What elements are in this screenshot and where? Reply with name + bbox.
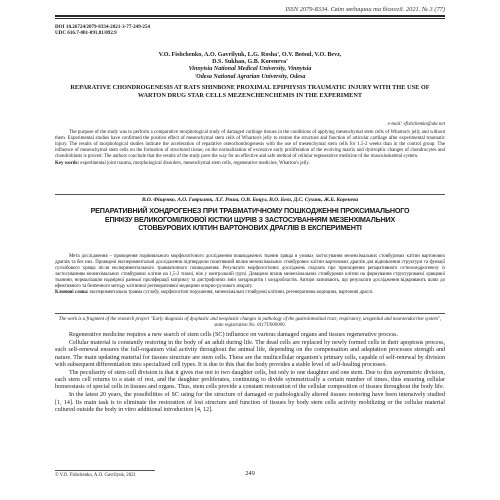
udc: UDC 616.7-001-091.81/092.9 xyxy=(55,30,117,37)
journal-header: ISSN 2079-8334. Світ медицини та біології. 2021. № 3 (77) xyxy=(285,6,445,13)
section-divider-2 xyxy=(55,313,445,314)
keywords-uk-text: експериментальна травма суглобу, морфологічні порушення, мезенхімальні стовбурові клітини, регенеративна медицина, вартонові драглі. xyxy=(89,290,374,296)
article-title-en: REPARATIVE CHONDROGENESIS AT RATS SHINBONE PROXIMAL EPIPHYSIS TRAUMATIC INJURY WITH THE USE OF WARTON DRUG STAR CELLS MEZENCHENCHEMIS IN THE EXPERIMENT xyxy=(70,84,430,99)
body-paragraph: Cellular material is constantly restoring in the body of an adult during life. The dead cells are replaced by newly formed cells in their apoptosis process, such self-renewal ensures the full-organism vital activity throughout the animal life, depending on the compensation and adaptation processes strength and nature. The main updating material for tissues structure are stem cells. These are the multicellular organism's primary cells, capable of self-renewal by division with subsequent differentiation into specialized cell types. It is due to this that the body provides a stable level of self-healing processes. xyxy=(55,339,445,368)
page-number: 249 xyxy=(245,470,255,477)
header-rule xyxy=(55,15,445,17)
article-meta xyxy=(55,24,150,37)
body-paragraph: In the latest 20 years, the possibilities of SC using for the structure of damaged or pathologically altered tissues restoring have been intensively studied [1, 14]. Its main task is to eliminate the restoration of lost structure and function of tissues by body stem cells activity mobilizing or the cellular material cultured outside the body in vitro additional introduction [4, 12]. xyxy=(55,392,445,413)
affiliation-1: Vinnytsia National Medical University, Vinnytsia xyxy=(188,66,312,73)
author-email[interactable]: e-mail: vfishchenko@ukr.net xyxy=(387,122,445,127)
authors-en xyxy=(0,52,500,81)
body-paragraph: Regenerative medicine requires a new search of stem cells (SC) influence on various damaged organs and tissues regenerative process. xyxy=(69,332,398,338)
keywords-en xyxy=(55,161,445,167)
section-divider xyxy=(55,194,445,195)
keywords-uk-label: Ключові слова: xyxy=(55,290,89,296)
body-paragraph: The peculiarity of stem cell division is that it gives rise not to two daughter cells, but only to one daughter and one stem. Due to this asymmetric division, each stem cell returns to a state of rest, and the daughter proliferates, continuing to divide symmetrically a certain number of times, thus ensuring cellular homeostasis of special cells in tissues and organs. Thus, stem cells provide a constant restoration of the cellular composition of tissues throughout the body life. xyxy=(55,369,445,391)
article-title-uk: РЕПАРАТИВНИЙ ХОНДРОГЕНЕЗ ПРИ ТРАВМАТИЧНОМУ ПОШКОДЖЕННІ ПРОКСИМАЛЬНОГО ЕПІФІЗУ ВЕЛИКОГОМІЛКОВОЇ КІСТКИ ЩУРІВ З ЗАСТОСУВАННЯМ МЕЗЕНХІМАЛЬНИХ СТОВБУРОВИХ КЛІТИН ВАРТОНОВИХ ДРАГЛІВ В ЕКСПЕРИМЕНТІ xyxy=(90,206,410,233)
keywords-uk xyxy=(55,290,445,296)
keywords-en-text: experimental joint trauma, morphological disorders, mesenchymal stem cells, regenerative medicine, Wharton's jelly. xyxy=(80,160,310,166)
body-text xyxy=(55,332,445,415)
author-names-line-2: D.S. Sukhan, G.B. Koreneva' xyxy=(212,59,288,66)
doi: DOI 10.26724/2079-8334-2021-3-77-249-254 xyxy=(55,24,151,30)
author-names-line-1: V.O. Fishchenko, A.O. Gavrilyuk, L.G. Rosha', O.V. Botsul, V.O. Bevz, xyxy=(158,52,342,58)
abstract-uk xyxy=(55,254,445,296)
abstract-uk-text: Мета дослідження – проведення порівняльного морфологічного дослідження пошкоджених тканин хряща в умовах застосування мезенхімальних стовбурових клітин вартонових драглів та без них. Проведені експериментальні дослідження підтвердили позитивний вплив мезенхімальних стовбурових клітин вартонових драглів для відновлення структури та функції суглобового хряща після експериментального травматичного пошкодження. Результати морфологічних досліджень свідчать про прискорення репаративного остеохондрогенезу із застосуванням мезенхімальних стовбурових клітин на 1,5-2 тижні, ніж у контрольній групі. Доведено вплив мезенхімальних стовбурових клітин на формування структурованої хрящової тканини, нормалізацію надмірної ранньої проліферації матриксу та дистрофічних змін хондроцитів і хондробластів. Автори зазначають, що результати дослідження відкривають шлях до ефективного та безпечного методу клітинної регенеративної медицини опорно-рухового апарату. xyxy=(55,254,445,289)
authors-uk: В.О. Фіщенко, А.О. Гаврилюк, Л.Г. Роша, О.В. Боцул, В.О. Бевз, Д.С. Сухань, Ж.Б. Коренева xyxy=(141,197,359,203)
funding-footnote: The work is a fragment of the research project "Early diagnosis of dysplastic and neoplastic changes in pathology of the gastrointestinal tract, respiratory, urogenital and neuroendocrine system", state registration No. 0117U000000. xyxy=(58,317,442,328)
abstract-en xyxy=(55,130,445,166)
affiliation-2: 'Odesa National Agrarian University, Odesa xyxy=(194,73,306,80)
keywords-en-label: Key words: xyxy=(55,160,80,166)
copyright: © V.O. Fishchenko, A.O. Gavrilyuk, 2021 xyxy=(55,473,136,478)
abstract-en-text: The purpose of the study was to perform a comparative morphological study of damaged cartilage tissues in the conditions of applying mesenchymal stem cells of Wharton's jelly and without them. Experimental studies have confirmed the positive effect of mesenchymal stem cells of Wharton's jelly to restore the structure and function of articular cartilage after experimental traumatic injury. The results of morphological studies indicate the acceleration of reparative osteochondrogenesis with the use of mesenchymal stem cells for 1.5-2 weeks than in the control group. The influence of mesenchymal stem cells on the formation of structured tissue, on the normalization of excessive early proliferation of the evolving matrix and dystrophic changes of chondrocytes and chondroblasts is proved. The authors conclude that the results of the study pave the way for an effective and safe method of cellular regenerative medicine of the musculoskeletal system. xyxy=(55,130,445,159)
header-rule-thin xyxy=(55,18,445,19)
